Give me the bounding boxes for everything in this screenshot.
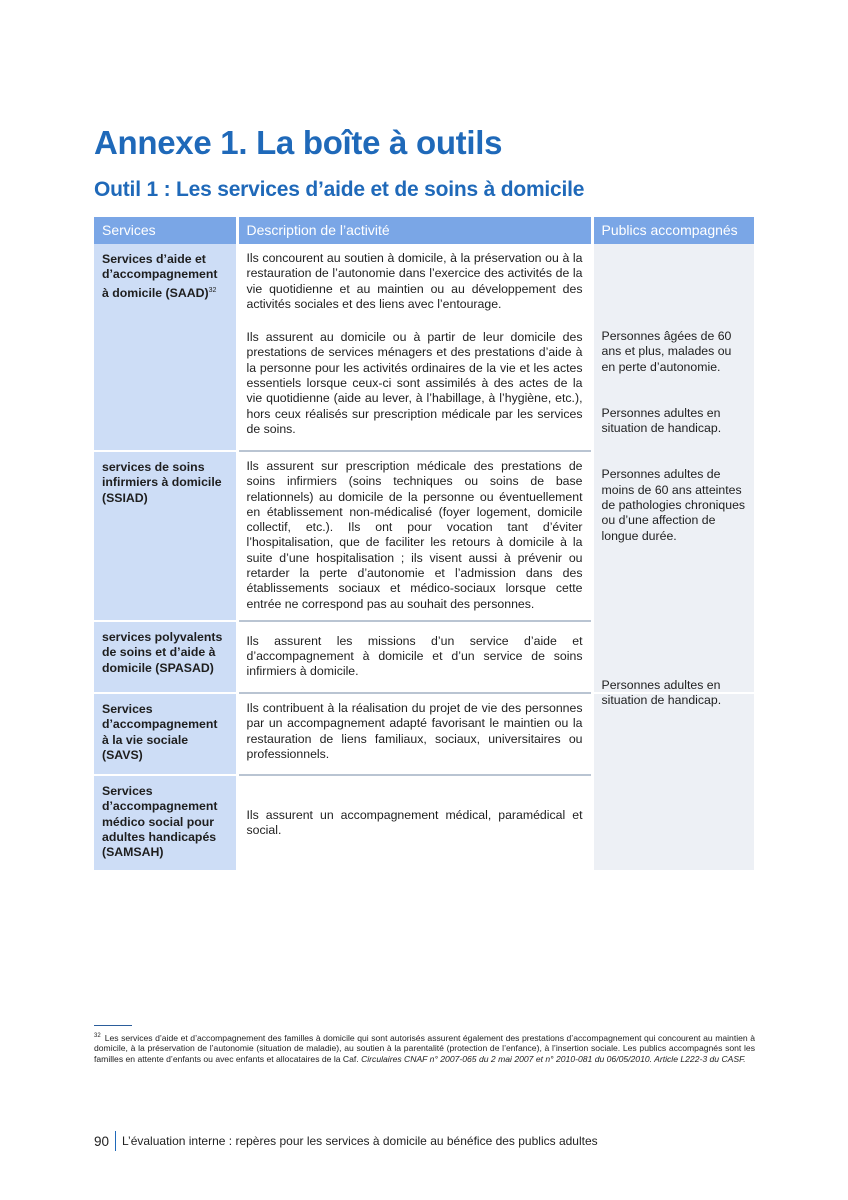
annex-title: Annexe 1. La boîte à outils	[94, 124, 503, 161]
service-name-cell	[94, 693, 237, 775]
footer-divider	[115, 1131, 116, 1151]
service-name-cell	[94, 775, 237, 871]
public-item: Personnes âgées de 60 ans et plus, malades ou en perte d’autonomie.	[601, 329, 732, 374]
description-cell	[237, 451, 592, 621]
description-paragraph: Ils assurent sur prescription médicale des prestations de soins infirmiers (soins techniques ou soins de base relationnels) au domicile de la personne ou éventuellement en établissement non-médicalisé (foyer logement, domicile collectif, etc.). Ils ont pour vocation tant d’éviter l’hospitalisation, que de faciliter les retours à domicile à la suite d’une hospitalisation ; ils visent aussi à prévenir ou retarder la perte d’autonomie et l’admission dans des établissements sociaux et médico-sociaux lorsque cette entrée ne correspond pas au souhait des personnes.	[246, 459, 583, 611]
page-number: 90	[94, 1133, 110, 1149]
description-cell	[237, 775, 592, 871]
description-cell	[237, 693, 592, 775]
description-cell	[237, 621, 592, 693]
footnote-reference: 32	[208, 286, 217, 294]
service-name-cell	[94, 451, 237, 621]
description-cell	[237, 244, 592, 451]
footnote-number: 32	[94, 1033, 101, 1039]
service-name-cell	[94, 244, 237, 451]
running-title: L’évaluation interne : repères pour les services à domicile au bénéfice des publics adultes	[122, 1134, 598, 1148]
public-item: Personnes adultes de moins de 60 ans atteintes de pathologies chroniques ou d’une affection de longue durée.	[601, 467, 746, 543]
footnote	[94, 1031, 755, 1064]
services-table	[94, 217, 754, 872]
public-item: Personnes adultes en situation de handicap.	[601, 677, 722, 708]
public-item: Personnes adultes en situation de handicap.	[601, 405, 722, 436]
header-description: Description de l’activité	[237, 217, 592, 244]
description-paragraph: Ils assurent au domicile ou à partir de leur domicile des prestations de services ménagers et des prestations d’aide à la personne pour les activités ordinaires de la vie et les actes essentiels lorsque ceux-ci sont assimilés à des actes de la vie quotidienne (aide au lever, à l’habillage, à l’hygiène, etc.), hors ceux réalisés sur prescription médicale par les services de soins.	[246, 330, 583, 436]
service-name: Services d’accompagnement médico social pour adultes handicapés (SAMSAH)	[102, 783, 218, 860]
page-footer	[94, 1132, 598, 1150]
table-row	[94, 693, 754, 775]
footnote-text: Les services d’aide et d’accompagnement des familles à domicile qui sont autorisés assurent également des prestations d’accompagnement qui concourent au maintien à domicile, à la préservation de l’autonomie (situation de maladie), au soutien à la parentalité (protection de l’enfance), à l’insertion sociale. Les publics accompagnés sont les familles en attente d’enfants ou avec enfants et allocataires de la Caf.	[94, 1032, 755, 1064]
footnote-reference-text: Circulaires CNAF n° 2007-065 du 2 mai 2007 et n° 2010-081 du 06/05/2010. Article L222-3 du CASF.	[361, 1053, 746, 1064]
description-paragraph: Ils assurent les missions d’un service d’aide et d’accompagnement à domicile et d’un service de soins infirmiers à domicile.	[246, 633, 583, 679]
header-services: Services	[94, 217, 237, 244]
description-paragraph: Ils contribuent à la réalisation du projet de vie des personnes par un accompagnement adapté favorisant le maintien ou la restauration de liens familiaux, sociaux, universitaires ou professionnels.	[246, 700, 583, 761]
service-name: services polyvalents de soins et d’aide à domicile (SPASAD)	[102, 629, 223, 675]
publics-cell	[592, 244, 754, 693]
service-name: Services d’aide et d’accompagnement à domicile (SAAD)	[102, 252, 218, 300]
service-name-cell	[94, 621, 237, 693]
description-paragraph: Ils concourent au soutien à domicile, à la préservation ou à la restauration de l’autonomie dans l’exercice des activités de la vie quotidienne et au maintien ou au développement des activités sociales et des liens avec l’entourage.	[246, 251, 583, 311]
footnote-divider	[94, 1025, 132, 1026]
publics-cell	[592, 677, 754, 871]
table-row	[94, 244, 754, 451]
header-publics: Publics accompagnés	[592, 217, 754, 244]
description-paragraph: Ils assurent un accompagnement médical, paramédical et social.	[246, 807, 583, 837]
table-header-row	[94, 217, 754, 244]
service-name: services de soins infirmiers à domicile (SSIAD)	[102, 460, 222, 505]
service-name: Services d’accompagnement à la vie sociale (SAVS)	[102, 701, 218, 762]
tool-subtitle: Outil 1 : Les services d’aide et de soins à domicile	[94, 178, 585, 201]
